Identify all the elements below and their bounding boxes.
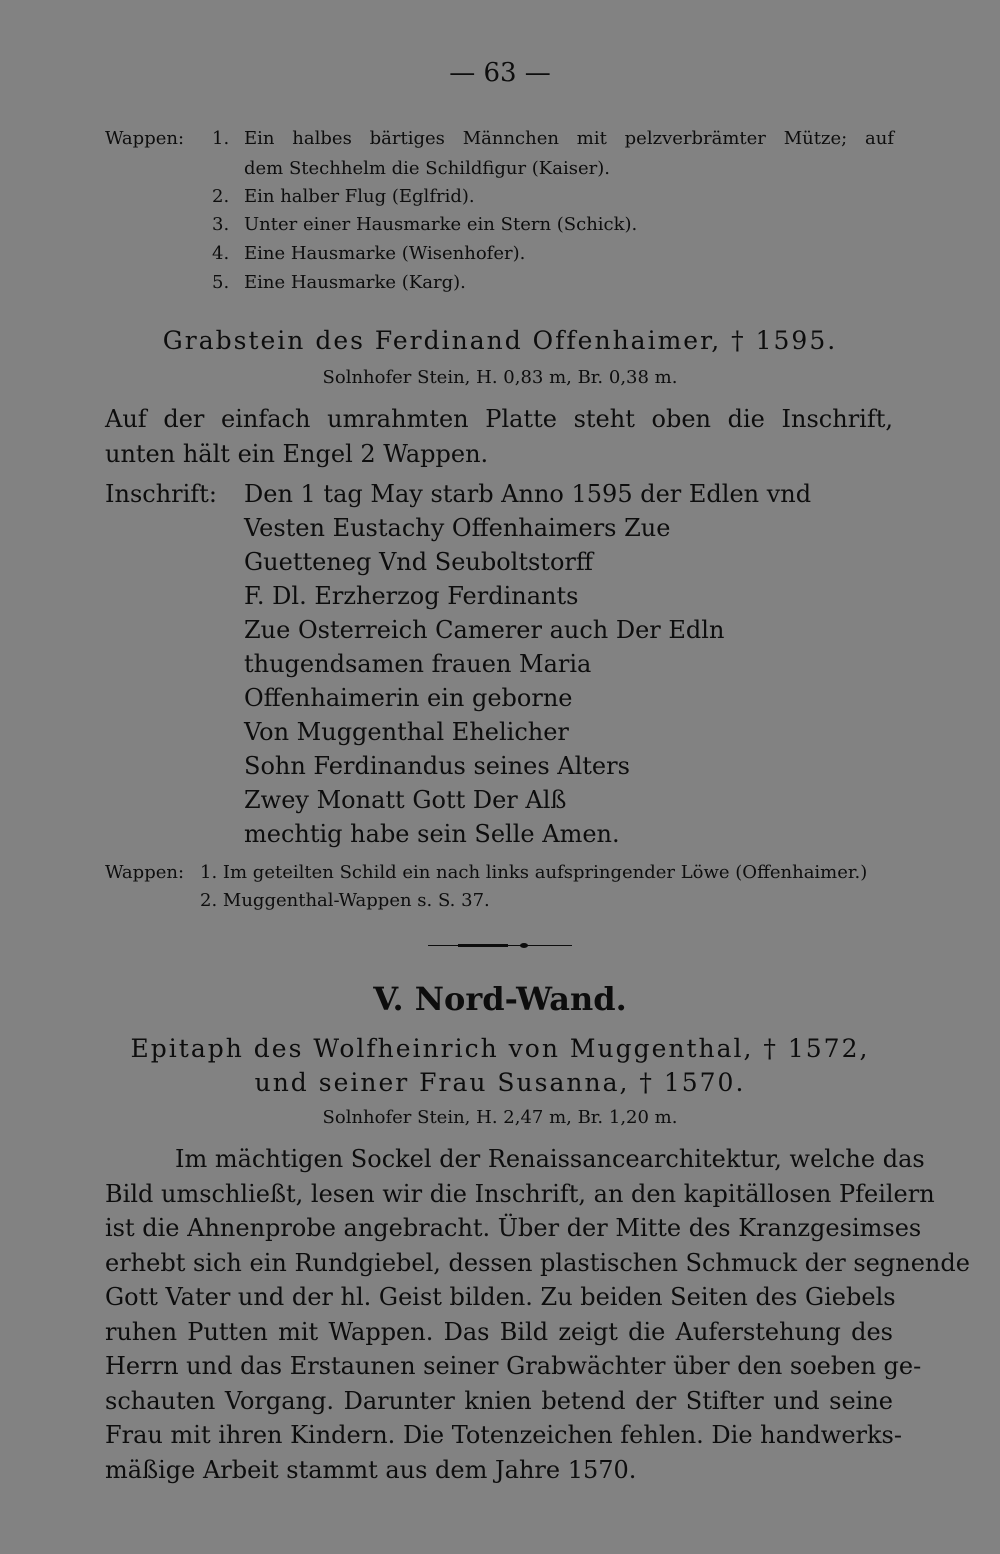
- inschrift-line: Guetteneg Vnd Seuboltstorff: [244, 548, 593, 576]
- epitaph-body-line: schauten Vorgang. Darunter knien betend der Stifter und seine: [105, 1387, 893, 1415]
- wappen-item-number: 4.: [212, 243, 230, 264]
- page-number: — 63 —: [449, 58, 551, 88]
- inschrift-line: thugendsamen frauen Maria: [244, 650, 592, 678]
- inschrift-line: Zwey Monatt Gott Der Alß: [244, 786, 567, 814]
- inschrift-line: Den 1 tag May starb Anno 1595 der Edlen vnd: [244, 480, 812, 508]
- epitaph-body-line: erhebt sich ein Rundgiebel, dessen plastischen Schmuck der segnende: [105, 1249, 970, 1277]
- epitaph-body-line: mäßige Arbeit stammt aus dem Jahre 1570.: [105, 1456, 637, 1484]
- inschrift-line: Zue Osterreich Camerer auch Der Edln: [244, 616, 725, 644]
- epitaph-title-line: Epitaph des Wolfheinrich von Muggenthal, † 1572,: [130, 1034, 870, 1063]
- inschrift-line: Vesten Eustachy Offenhaimers Zue: [244, 514, 671, 542]
- inschrift-line: F. Dl. Erzherzog Ferdinants: [244, 582, 579, 610]
- wappen-label: Wappen:: [105, 128, 185, 149]
- wappen-item-number: 1.: [212, 128, 230, 149]
- grabstein-body-line: Auf der einfach umrahmten Platte steht oben die Inschrift,: [105, 405, 893, 433]
- wappen-item-text: Ein halber Flug (Eglfrid).: [244, 186, 475, 207]
- inschrift-line: Von Muggenthal Ehelicher: [244, 718, 569, 746]
- wappen-item-text: 2. Muggenthal-Wappen s. S. 37.: [200, 890, 490, 911]
- section-heading: V. Nord-Wand.: [373, 980, 627, 1018]
- wappen-item-text: Unter einer Hausmarke ein Stern (Schick).: [244, 214, 638, 235]
- epitaph-title-line: und seiner Frau Susanna, † 1570.: [254, 1068, 746, 1097]
- inschrift-line: Sohn Ferdinandus seines Alters: [244, 752, 630, 780]
- inschrift-line: Offenhaimerin ein geborne: [244, 684, 573, 712]
- grabstein-subtitle: Solnhofer Stein, H. 0,83 m, Br. 0,38 m.: [322, 367, 678, 388]
- wappen-item-number: 3.: [212, 214, 230, 235]
- epitaph-body-line: Gott Vater und der hl. Geist bilden. Zu beiden Seiten des Giebels: [105, 1283, 896, 1311]
- wappen-item-text: Eine Hausmarke (Wisenhofer).: [244, 243, 526, 264]
- grabstein-title: Grabstein des Ferdinand Offenhaimer, † 1595.: [162, 326, 838, 355]
- inschrift-line: mechtig habe sein Selle Amen.: [244, 820, 620, 848]
- epitaph-body-line: Herrn und das Erstaunen seiner Grabwächter über den soeben ge-: [105, 1352, 922, 1380]
- epitaph-body-line: ist die Ahnenprobe angebracht. Über der Mitte des Kranzgesimses: [105, 1214, 922, 1242]
- wappen-label: Wappen:: [105, 862, 185, 883]
- inschrift-label: Inschrift:: [105, 480, 217, 508]
- grabstein-body-line: unten hält ein Engel 2 Wappen.: [105, 440, 489, 468]
- epitaph-subtitle: Solnhofer Stein, H. 2,47 m, Br. 1,20 m.: [322, 1107, 678, 1128]
- epitaph-body-line: Im mächtigen Sockel der Renaissancearchitektur, welche das: [175, 1145, 925, 1173]
- epitaph-body-line: Frau mit ihren Kindern. Die Totenzeichen fehlen. Die handwerks-: [105, 1421, 902, 1449]
- wappen-item-text: 1. Im geteilten Schild ein nach links aufspringender Löwe (Offenhaimer.): [200, 862, 868, 883]
- epitaph-body-line: Bild umschließt, lesen wir die Inschrift, an den kapitällosen Pfeilern: [105, 1180, 935, 1208]
- wappen-item-number: 5.: [212, 272, 230, 293]
- wappen-item-number: 2.: [212, 186, 230, 207]
- wappen-item-continuation: dem Stechhelm die Schildfigur (Kaiser).: [244, 158, 610, 179]
- wappen-item-text: Eine Hausmarke (Karg).: [244, 272, 466, 293]
- wappen-item-text: Ein halbes bärtiges Männchen mit pelzverbrämter Mütze; auf: [244, 128, 894, 149]
- epitaph-body-line: ruhen Putten mit Wappen. Das Bild zeigt die Auferstehung des: [105, 1318, 893, 1346]
- section-divider: [428, 944, 572, 947]
